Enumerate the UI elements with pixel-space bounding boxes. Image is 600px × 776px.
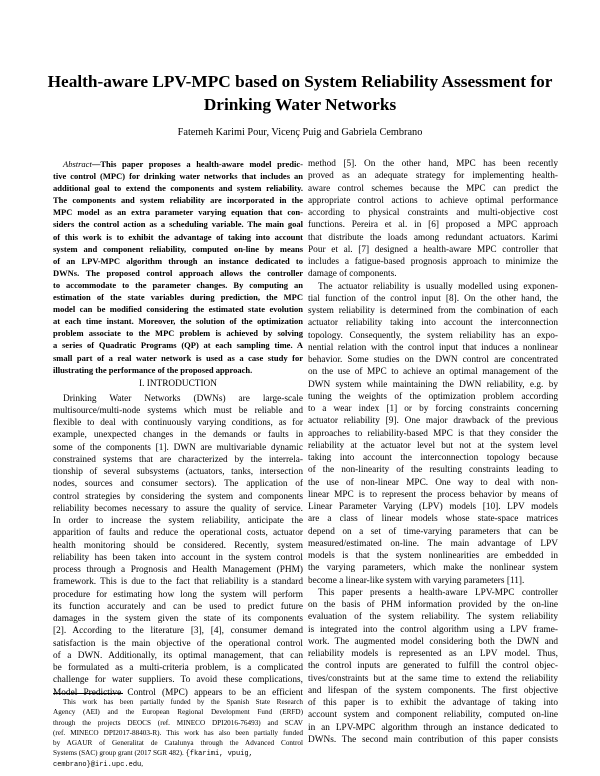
footnote-line: Agency (AEI) and the European Regional Development Fund (ERFD): [53, 708, 303, 717]
abstract-line: to accommodate to the parameter changes. By computing an: [53, 279, 303, 290]
abstract-line: MPC model as an extra parameter varying equation that con-: [53, 207, 303, 218]
body-line: multisource/multi-node systems which must be reliable and: [53, 405, 303, 416]
body-line: the control inputs are generated to fulfill the control objec-: [308, 661, 558, 672]
abstract-line: at each time instant. Moreover, the solution of the optimization: [53, 316, 303, 327]
body-line: its function accurately and can be used to predict future: [53, 601, 303, 612]
body-line: tives/constraints but at the same time to extend the reliability: [308, 673, 558, 684]
footnote-line: by AGAUR of Generalitat de Catalunya through the Advanced Control: [53, 739, 303, 748]
body-line: The actuator reliability is usually modelled using exponen-: [318, 281, 558, 292]
body-line: damages in the system given the state of its components: [53, 614, 303, 625]
abstract-label: Abstract: [63, 159, 92, 169]
body-line: actuator reliability taking into account the interconnection: [308, 318, 558, 329]
body-line: and lifespan of the system components. The first objective: [308, 685, 558, 696]
footnote-line: [53, 759, 303, 769]
body-line: Model Predictive Control (MPC) appears to be an efficient: [53, 687, 303, 698]
body-line: DWN system while maintaining the DWN reliability, e.g. by: [308, 379, 558, 390]
abstract-line: of an LPV-MPC algorithm through an instance dedicated to: [53, 255, 303, 266]
abstract-line: [53, 158, 303, 170]
abstract-line: tive control (MPC) for drinking water networks that includes an: [53, 171, 303, 182]
body-line: constrained systems that are characterized by the interrela-: [53, 454, 303, 465]
body-line: work. The augmented model considering both the DWN and: [308, 636, 558, 647]
section-heading: I. INTRODUCTION: [139, 378, 217, 389]
body-line: behavior. Some studies on the DWN control are concentrated: [308, 355, 558, 365]
body-line: In order to increase the system reliability, anticipate the: [53, 516, 303, 527]
body-line: be formulated as a multi-criteria problem, is a complicated: [53, 663, 303, 674]
body-line: [2]. According to the literature [3], [4], consumer demand: [53, 626, 303, 637]
body-line: depend on a set of time-varying parameters that can be: [308, 526, 558, 537]
footnote-email: {fkarimi, vpuig,: [185, 750, 253, 759]
abstract-text: —This paper proposes a health-aware model predic-: [91, 159, 303, 169]
abstract-line: illustrating the performance of the proposed approach.: [53, 364, 253, 375]
body-line: on the basis of PHM information provided by the on-line: [308, 600, 558, 610]
body-line: approaches to reliability-based MPC is that they consider the: [308, 428, 558, 439]
body-line: Pour et al. [7] designed a health-aware MPC controller that: [308, 244, 558, 255]
abstract-line: siders the control action as a scheduling variable. The main goal: [53, 219, 303, 230]
body-line: satisfaction is the main objective of the operational control: [53, 638, 303, 649]
abstract-line: DWNs. The proposed control approach allows the controller: [53, 267, 303, 278]
abstract-line: problem associate to the MPC problem is achieved by solving: [53, 328, 303, 339]
paper-title: [40, 70, 560, 116]
body-line: taking into account the interconnection topology because: [308, 453, 558, 463]
body-line: to a wear index [1] or by forcing constraints concerning: [308, 404, 558, 414]
author-list: Fatemeh Karimi Pour, Vicenç Puig and Gabriela Cembrano: [177, 127, 423, 138]
footnote-email: cembrano}@iri.upc.edu: [53, 760, 142, 769]
footnote-line: (ref. MINECO DPI2017-88403-R). This work has also been partially funded: [53, 728, 303, 737]
footnote-rule: [53, 693, 123, 694]
body-line: health monitoring should be considered. Recently, system: [53, 540, 303, 551]
body-line: is integrated into the control algorithm using a LPV frame-: [308, 624, 558, 635]
body-line: the varying parameters, which make the nonlinear system: [308, 563, 558, 574]
body-line: process through a Prognosis and Health Management (PHM): [53, 565, 303, 576]
body-line: actuator reliability [9]. One major drawback of the previous: [308, 416, 558, 427]
body-line: tuning the weights of the optimization problem according: [308, 391, 558, 402]
body-line: are a class of linear models whose state-space matrices: [308, 514, 558, 525]
body-line: aware control schemes because the MPC can predict the: [308, 183, 558, 194]
body-line: models is that the system nonlinearities are embedded in: [308, 551, 558, 561]
abstract-line: a series of Quadratic Programs (QP) at each sampling time. A: [53, 340, 303, 351]
body-line: the use of non-linear MPC. One way to deal with non-: [308, 477, 558, 488]
body-line: of the non-linearity of the resulting constraints leading to: [308, 465, 558, 476]
footnote-line: [53, 748, 303, 758]
footnote-line: This work has been partially funded by the Spanish State Research: [63, 698, 303, 706]
abstract-line: system and component reliability, computed on-line by means: [53, 243, 303, 254]
introduction-left: [53, 393, 303, 699]
body-line: linear MPC is to represent the process behavior by means of: [308, 489, 558, 500]
body-line: of a DWN. Additionally, its optimal management, that can: [53, 650, 303, 661]
body-line: system reliability is determined from the combination of each: [308, 306, 558, 316]
body-line: topology. Consequently, the system reliability has an expo-: [308, 330, 558, 341]
body-line: Drinking Water Networks (DWNs) are large-scale: [63, 393, 303, 404]
body-line: tial function of the control input [8]. On the other hand, the: [308, 293, 558, 304]
body-line: reliability at the actuator level but not at the system level: [308, 440, 558, 451]
body-line: according to physical constraints and multi-objective cost: [308, 208, 558, 218]
footnote: [53, 693, 303, 769]
body-line: method [5]. On the other hand, MPC has been recently: [308, 159, 558, 169]
body-line: evaluation of the system reliability. The system reliability: [308, 612, 558, 623]
footnote-text: Systems (SAC) group grant (2017 SGR 482).: [53, 749, 184, 758]
footnote-line: through the projects DEOCS (ref. MINECO DPI2016-76493) and SCAV: [53, 718, 303, 727]
body-line: some of the components [1]. DWN are multivariable dynamic: [53, 442, 303, 453]
footnote-punct: ,: [141, 759, 144, 768]
body-line: that distribute the loads among redundant actuators. Karimi: [308, 232, 558, 243]
body-line: damage of components.: [308, 269, 397, 280]
body-line: appropriate control actions to achieve optimal performance: [308, 195, 558, 206]
body-line: in an LPV-MPC algorithm through an instance dedicated to: [308, 722, 558, 733]
body-line: reliability becomes necessary to assure the quality of service.: [53, 503, 303, 514]
body-line: proved as an adequate strategy for implementing health-: [308, 171, 558, 182]
body-line: reliability models is represented as an LPV model. Thus,: [308, 649, 558, 659]
left-column: [53, 158, 303, 699]
body-line: nodes, sources and consumer sectors). The application of: [53, 479, 303, 490]
body-line: become a linear-like system with varying parameters [11].: [308, 575, 525, 586]
body-line: reliability has been taken into account in the system control: [53, 552, 303, 563]
abstract-line: small part of a real water network is used as a case study for: [53, 352, 303, 363]
body-line: includes a fatigue-based prognosis approach to minimize the: [308, 257, 558, 267]
body-line: on the use of MPC to achieve an optimal management of the: [308, 367, 558, 378]
abstract-line: model can be modified considering the estimated state evolution: [53, 304, 303, 315]
title-line: Drinking Water Networks: [203, 95, 397, 114]
body-line: This paper presents a health-aware LPV-MPC controller: [318, 587, 558, 598]
body-line: framework. This is due to the fact that reliability is a standard: [53, 577, 303, 588]
abstract-line: estimation of the state variables during prediction, the MPC: [53, 292, 303, 303]
body-line: example, unexpected changes in the demands or faults in: [53, 430, 303, 441]
body-line: Linear Parameter Varying (LPV) models [10]. LPV models: [308, 502, 558, 512]
body-line: nential relation with the control input that induces a nonlinear: [308, 342, 558, 353]
body-line: challenge for water suppliers. To avoid these complications,: [53, 675, 303, 686]
body-line: control strategies by considering the system and components: [53, 491, 303, 502]
body-line: account system and component reliability, computed on-line: [308, 710, 558, 721]
body-line: procedure for estimating how long the system will perform: [53, 589, 303, 600]
body-line: functions. Pereira et al. in [6] proposed a MPC approach: [308, 220, 558, 231]
body-line: flexible to deal with continuously varying conditions, as for: [53, 418, 303, 429]
right-column: [308, 158, 558, 746]
abstract-line: The components and system reliability are incorporated in the: [53, 195, 303, 206]
abstract: [53, 158, 303, 376]
abstract-line: additional goal to extend the components and system reliability.: [53, 183, 303, 194]
title-line: Health-aware LPV-MPC based on System Reliability Assessment for: [47, 72, 553, 91]
body-line: tionship of several subsystems (actuators, tanks, intersection: [53, 467, 303, 478]
body-line: of this paper is to exhibit the advantage of taking into: [308, 698, 558, 708]
abstract-line: of this work is to exhibit the advantage of taking into account: [53, 231, 303, 242]
body-line: DWNs. The second main contribution of this paper consists: [308, 734, 558, 745]
body-line: apparition of faults and reduce the operational costs, actuator: [53, 528, 303, 539]
body-line: measured/estimated on-line. The main advantage of LPV: [308, 538, 558, 549]
